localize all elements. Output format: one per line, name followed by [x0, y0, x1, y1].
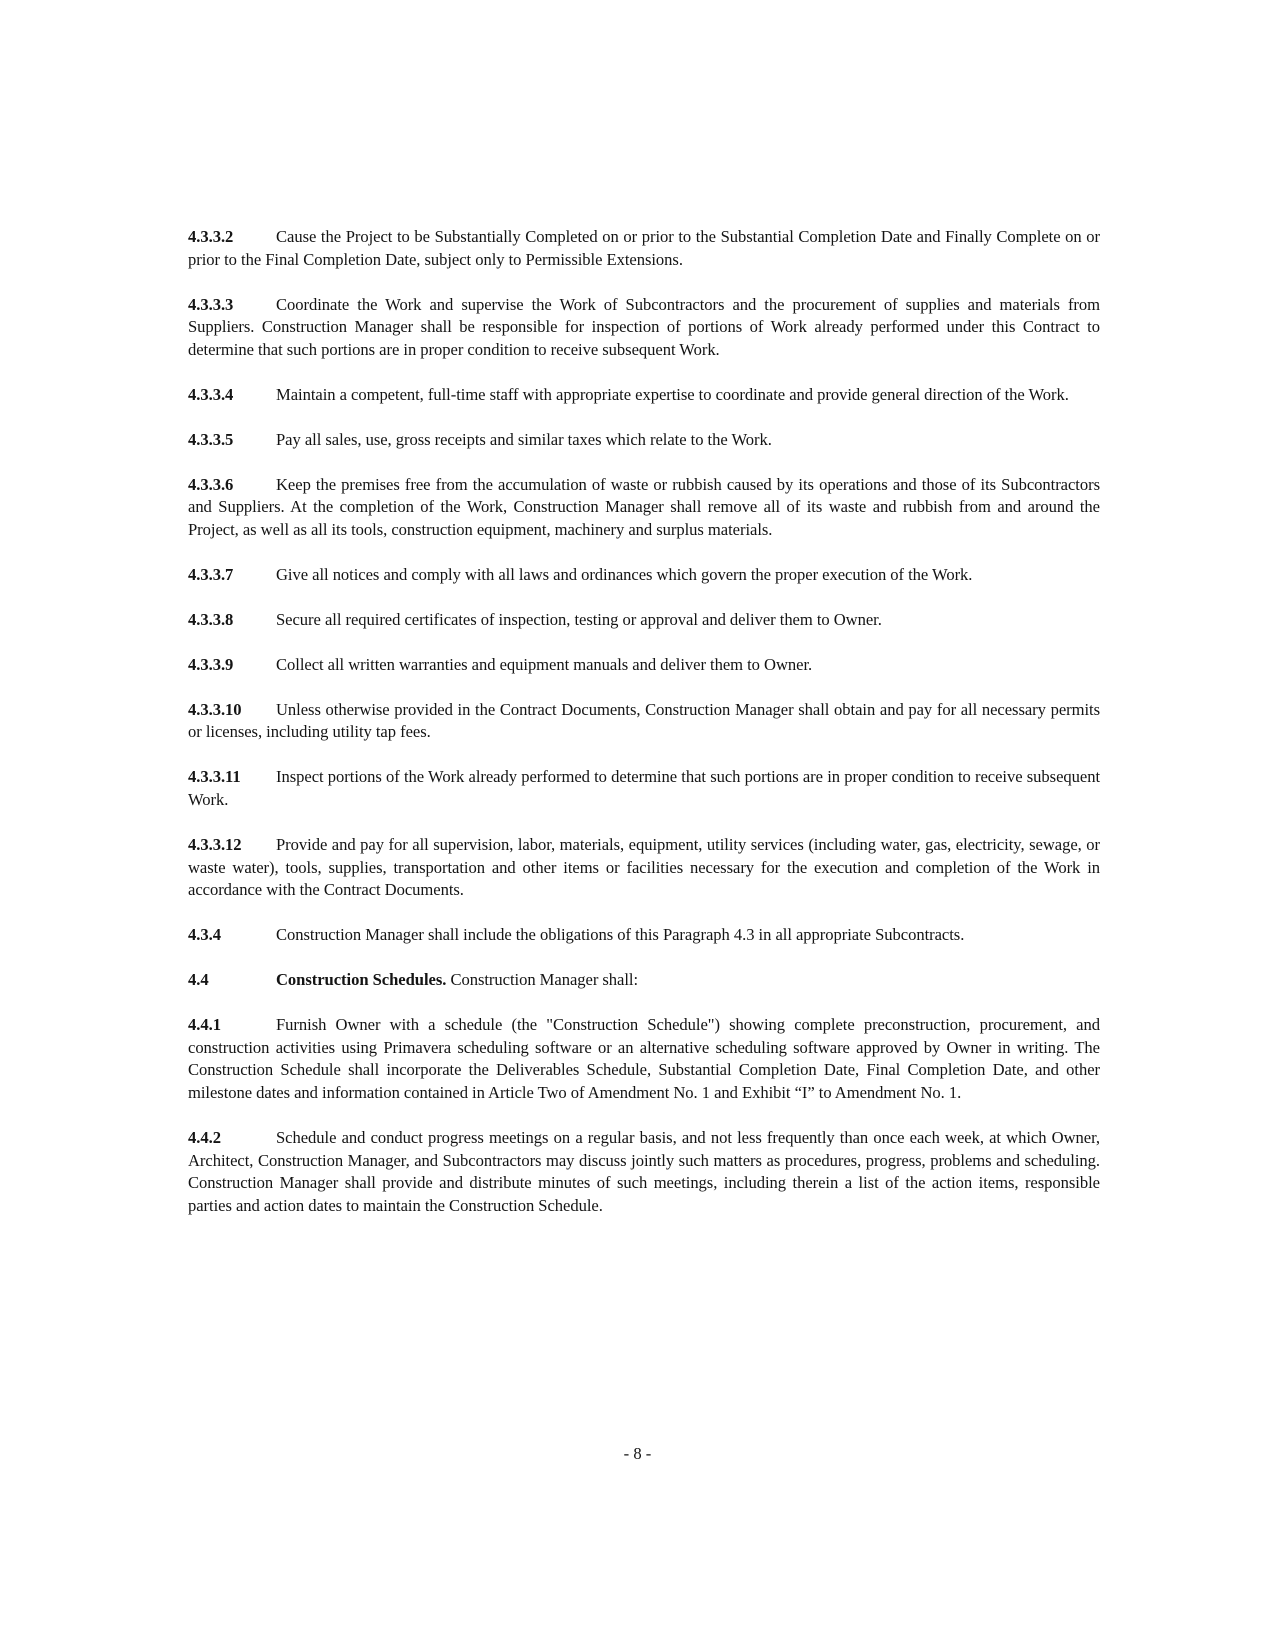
paragraph-4-3-3-9	[188, 654, 1100, 677]
paragraph-number: 4.3.4	[188, 925, 221, 945]
paragraph-text: Furnish Owner with a schedule (the "Construction Schedule") showing complete preconstruction, procurement, and construction activities using Primavera scheduling software or an alternative scheduling software approved by Owner in writing. The Construction Schedule shall incorporate the Deliverables Schedule, Substantial Completion Date, Final Completion Date, and other milestone dates and information contained in Article Two of Amendment No. 1 and Exhibit “I” to Amendment No. 1.	[188, 1015, 1100, 1102]
paragraph-number: 4.3.3.12	[188, 835, 242, 854]
paragraph-text: Coordinate the Work and supervise the Work of Subcontractors and the procurement of supplies and materials from Suppliers. Construction Manager shall be responsible for inspection of portions of Work already performed under this Contract to determine that such portions are in proper condition to receive subsequent Work.	[188, 294, 1100, 359]
paragraph-text: Construction Manager shall include the obligations of this Paragraph 4.3 in all appropriate Subcontracts.	[276, 925, 965, 945]
paragraph-4-3-3-8	[188, 609, 1100, 632]
paragraph-4-3-3-12	[188, 834, 1100, 902]
paragraph-number: 4.3.3.2	[188, 227, 234, 246]
paragraph-text: Secure all required certificates of inspection, testing or approval and deliver them to Owner.	[276, 609, 882, 629]
paragraph-4-3-3-7	[188, 564, 1100, 587]
paragraph-number: 4.3.3.3	[188, 294, 234, 314]
paragraph-number: 4.3.3.9	[188, 654, 234, 674]
paragraph-4-3-3-10	[188, 699, 1100, 744]
paragraph-text: Cause the Project to be Substantially Completed on or prior to the Substantial Completion Date and Finally Complete on or prior to the Final Completion Date, subject only to Permissible Extensions.	[188, 227, 1100, 269]
paragraph-number: 4.3.3.8	[188, 609, 234, 629]
paragraph-number: 4.3.3.5	[188, 429, 234, 449]
section-number: 4.4	[188, 970, 209, 990]
paragraph-4-3-3-6	[188, 474, 1100, 542]
paragraph-4-3-3-4	[188, 384, 1100, 407]
paragraph-text: Pay all sales, use, gross receipts and similar taxes which relate to the Work.	[276, 429, 772, 449]
paragraph-4-3-3-5	[188, 429, 1100, 452]
paragraph-4-3-3-11	[188, 766, 1100, 811]
paragraph-text: Unless otherwise provided in the Contract Documents, Construction Manager shall obtain and pay for all necessary permits or licenses, including utility tap fees.	[188, 699, 1100, 742]
paragraph-number: 4.4.1	[188, 1015, 221, 1035]
paragraph-number: 4.3.3.4	[188, 384, 234, 404]
paragraph-text: Give all notices and comply with all laws and ordinances which govern the proper execution of the Work.	[276, 564, 973, 584]
paragraph-4-3-3-3	[188, 294, 1100, 362]
page-number: - 8 -	[623, 1444, 652, 1463]
paragraph-number: 4.3.3.6	[188, 474, 234, 494]
paragraph-4-4-2	[188, 1127, 1100, 1217]
paragraph-4-3-4	[188, 924, 1100, 947]
paragraph-number: 4.3.3.10	[188, 699, 242, 719]
paragraph-text: Provide and pay for all supervision, labor, materials, equipment, utility services (including water, gas, electricity, sewage, or waste water), tools, supplies, transportation and other items or facilities necessary for the execution and completion of the Work in accordance with the Contract Documents.	[188, 835, 1100, 900]
section-heading: Construction Schedules.	[276, 970, 447, 990]
paragraph-text: Collect all written warranties and equipment manuals and deliver them to Owner.	[276, 654, 813, 674]
document-page	[188, 226, 1100, 1240]
paragraph-4-3-3-2	[188, 226, 1100, 271]
paragraph-text: Maintain a competent, full-time staff with appropriate expertise to coordinate and provide general direction of the Work.	[276, 384, 1069, 404]
section-4-4-construction-schedules	[188, 969, 1100, 992]
paragraph-text: Inspect portions of the Work already performed to determine that such portions are in proper condition to receive subsequent Work.	[188, 767, 1100, 810]
paragraph-text: Construction Manager shall:	[450, 970, 639, 990]
paragraph-number: 4.3.3.11	[188, 767, 241, 787]
paragraph-number: 4.3.3.7	[188, 564, 234, 584]
paragraph-number: 4.4.2	[188, 1127, 221, 1147]
paragraph-4-4-1	[188, 1014, 1100, 1104]
paragraph-text: Keep the premises free from the accumulation of waste or rubbish caused by its operations and those of its Subcontractors and Suppliers. At the completion of the Work, Construction Manager shall remove all of its waste and rubbish from and around the Project, as well as all its tools, construction equipment, machinery and surplus materials.	[188, 474, 1100, 539]
paragraph-text: Schedule and conduct progress meetings on a regular basis, and not less frequently than once each week, at which Owner, Architect, Construction Manager, and Subcontractors may discuss jointly such matters as procedures, progress, problems and scheduling. Construction Manager shall provide and distribute minutes of such meetings, including therein a list of the action items, responsible parties and action dates to maintain the Construction Schedule.	[188, 1127, 1100, 1215]
